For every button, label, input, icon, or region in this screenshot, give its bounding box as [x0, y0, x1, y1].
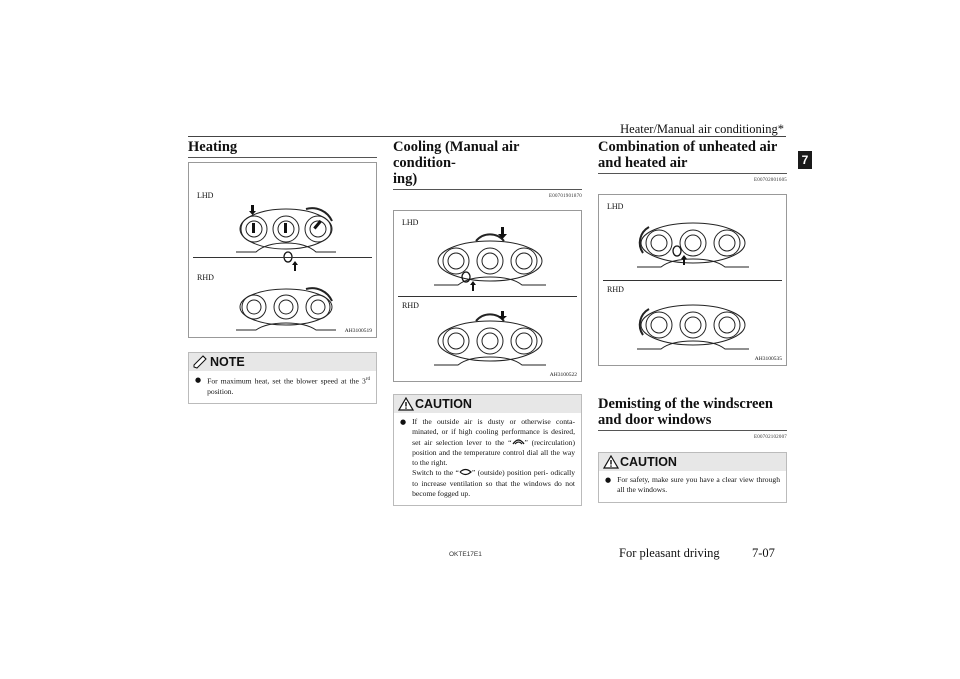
combination-figure [598, 194, 787, 366]
bullet-icon: ● [400, 418, 407, 426]
caution-heading: CAUTION [620, 455, 677, 469]
cooling-title: Cooling (Manual air condition- ing) [393, 139, 520, 187]
figure-label-lhd: LHD [402, 218, 419, 227]
note-heading: NOTE [210, 355, 245, 369]
section-rule [188, 157, 377, 158]
chapter-tab: 7 [798, 151, 812, 169]
bullet-icon: ● [605, 476, 612, 484]
caution-item [394, 413, 581, 505]
header-rule [188, 136, 786, 137]
caution-header [599, 453, 786, 471]
figure-label-rhd: RHD [197, 273, 214, 282]
running-header: Heater/Manual air conditioning* [620, 122, 784, 136]
document-code: OKTE17E1 [449, 551, 482, 558]
figure-divider [398, 296, 577, 297]
recirculation-icon [512, 438, 525, 446]
control-panel-diagram [637, 213, 749, 275]
section-code: E00701901870 [549, 194, 582, 199]
note-text: For maximum heat, set the blower speed at the 3rd position. [207, 376, 370, 396]
footer-section-name: For pleasant driving [619, 546, 720, 560]
airflow-symbol [671, 245, 691, 267]
warning-triangle-icon [603, 455, 619, 469]
section-rule [393, 189, 582, 190]
control-panel-diagram [236, 287, 336, 337]
page-number: 7-07 [752, 546, 775, 560]
figure-id: AH3100519 [344, 328, 372, 334]
column-heating [188, 139, 377, 404]
section-rule [598, 430, 787, 431]
figure-id: AH3100522 [549, 372, 577, 378]
figure-label-lhd: LHD [197, 191, 214, 200]
column-combination [598, 139, 787, 503]
caution-box [393, 394, 582, 506]
control-panel-diagram [434, 311, 546, 377]
combination-title: Combination of unheated air and heated air [598, 139, 778, 171]
caution-box [598, 452, 787, 503]
warning-triangle-icon [398, 397, 414, 411]
figure-label-lhd: LHD [607, 202, 624, 211]
figure-label-rhd: RHD [402, 301, 419, 310]
heating-figure [188, 162, 377, 338]
demisting-title: Demisting of the windscreen and door windows [598, 396, 773, 428]
caution-text-2: Switch to the “ ” (outside) position peri- odically to increase ventilation so that the windows do not become fogged up. [412, 468, 575, 499]
section-code: E00702102007 [754, 435, 787, 440]
note-pencil-icon [193, 355, 207, 369]
airflow-symbol [282, 251, 302, 273]
figure-id: AH3100535 [754, 356, 782, 362]
control-panel-diagram [637, 297, 749, 361]
figure-divider [603, 280, 782, 281]
caution-heading: CAUTION [415, 397, 472, 411]
heating-title: Heating [188, 139, 238, 155]
control-panel-diagram [434, 227, 546, 291]
cooling-figure [393, 210, 582, 382]
airflow-symbol [460, 271, 480, 293]
caution-text-1: If the outside air is dusty or otherwise conta- minated, or if high cooling performance is desired, set air selection lever to the “ ” (recirculation) position and the temperature control dial all the way to the right. [412, 417, 575, 468]
note-box [188, 352, 377, 404]
figure-label-rhd: RHD [607, 285, 624, 294]
section-rule [598, 173, 787, 174]
figure-divider [193, 257, 372, 258]
bullet-icon: ● [195, 376, 202, 384]
caution-item [599, 471, 786, 502]
caution-text: For safety, make sure you have a clear view through all the windows. [617, 475, 780, 495]
outside-air-icon [459, 468, 472, 476]
caution-header [394, 395, 581, 413]
note-header [189, 353, 376, 371]
column-cooling [393, 139, 582, 506]
section-code: E00702001605 [754, 178, 787, 183]
note-item [189, 371, 376, 403]
